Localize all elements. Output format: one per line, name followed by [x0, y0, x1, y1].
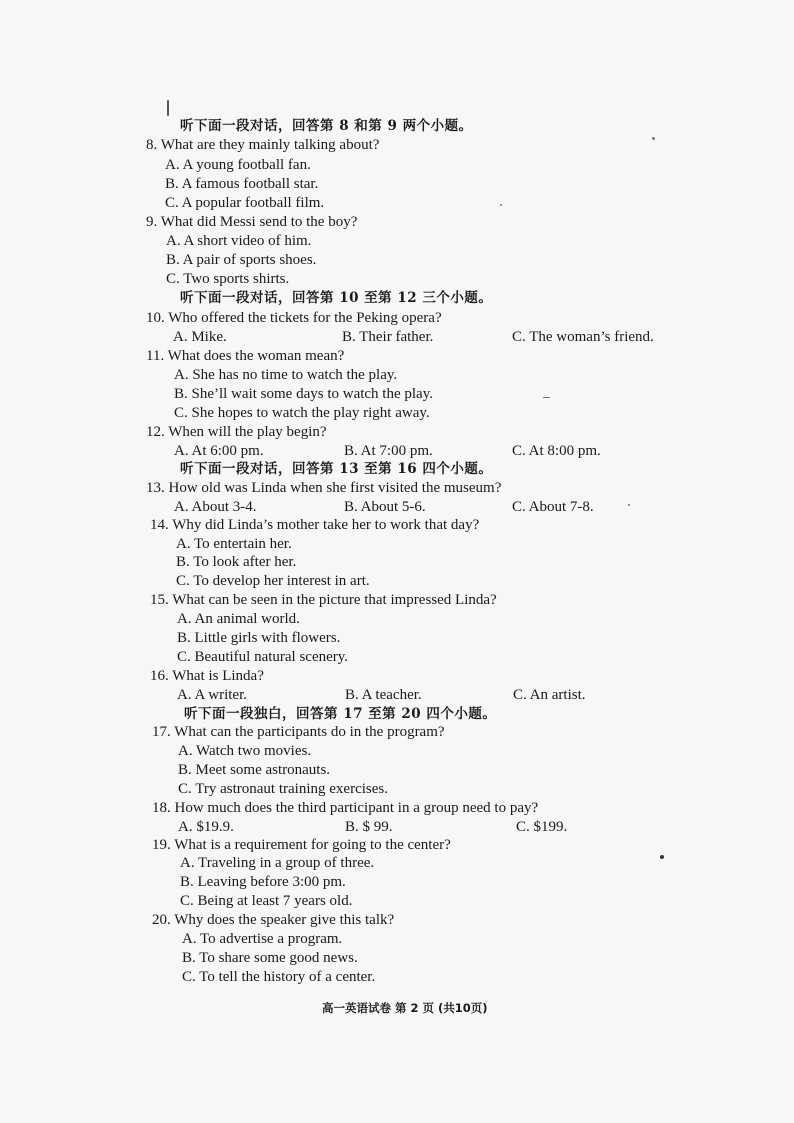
q15-option-a: A. An animal world. [177, 611, 300, 627]
q20-option-b: B. To share some good news. [182, 950, 358, 966]
question-15: 15. What can be seen in the picture that impressed Linda? [150, 592, 497, 608]
q19-option-b: B. Leaving before 3:00 pm. [180, 874, 346, 890]
q8-option-b: B. A famous football star. [165, 176, 319, 192]
q18-option-b: B. $ 99. [345, 819, 393, 835]
q9-option-c: C. Two sports shirts. [166, 271, 290, 287]
scan-speck [500, 204, 502, 206]
page-footer: 高一英语试卷 第 2 页 (共10页) [322, 1001, 488, 1015]
q17-option-b: B. Meet some astronauts. [178, 762, 331, 778]
question-12: 12. When will the play begin? [146, 424, 327, 440]
q14-option-c: C. To develop her interest in art. [176, 573, 370, 589]
q10-option-c: C. The woman’s friend. [512, 329, 654, 345]
q18-option-c: C. $199. [516, 819, 568, 835]
q9-option-a: A. A short video of him. [166, 233, 312, 249]
q14-option-b: B. To look after her. [176, 554, 297, 570]
q11-option-b: B. She’ll wait some days to watch the play. [174, 386, 433, 402]
scan-speck [628, 504, 630, 506]
section-heading-8-9: 听下面一段对话，回答第 8 和第 9 两个小题。 [180, 118, 473, 134]
question-16: 16. What is Linda? [150, 668, 264, 684]
q15-option-b: B. Little girls with flowers. [177, 630, 341, 646]
section-heading-13-16: 听下面一段对话，回答第 13 至第 16 四个小题。 [180, 461, 493, 477]
question-18: 18. How much does the third participant in a group need to pay? [152, 800, 539, 816]
q12-option-b: B. At 7:00 pm. [344, 443, 433, 459]
q20-option-c: C. To tell the history of a center. [182, 969, 376, 985]
q13-option-a: A. About 3-4. [174, 499, 257, 515]
q18-option-a: A. $19.9. [178, 819, 234, 835]
q19-option-a: A. Traveling in a group of three. [180, 855, 375, 871]
question-14: 14. Why did Linda’s mother take her to work that day? [150, 517, 480, 533]
scan-speck [652, 137, 655, 140]
question-8: 8. What are they mainly talking about? [146, 137, 380, 153]
section-heading-10-12: 听下面一段对话，回答第 10 至第 12 三个小题。 [180, 290, 493, 306]
q9-option-b: B. A pair of sports shoes. [166, 252, 317, 268]
q20-option-a: A. To advertise a program. [182, 931, 343, 947]
question-19: 19. What is a requirement for going to the center? [152, 837, 451, 853]
q15-option-c: C. Beautiful natural scenery. [177, 649, 349, 665]
q17-option-c: C. Try astronaut training exercises. [178, 781, 388, 797]
question-10: 10. Who offered the tickets for the Peking opera? [146, 310, 442, 326]
q13-option-b: B. About 5-6. [344, 499, 426, 515]
question-11: 11. What does the woman mean? [146, 348, 345, 364]
question-17: 17. What can the participants do in the program? [152, 724, 445, 740]
scan-speck [660, 855, 664, 859]
q16-option-a: A. A writer. [177, 687, 247, 703]
q12-option-c: C. At 8:00 pm. [512, 443, 601, 459]
q8-option-a: A. A young football fan. [165, 157, 311, 173]
question-9: 9. What did Messi send to the boy? [146, 214, 358, 230]
q19-option-c: C. Being at least 7 years old. [180, 893, 353, 909]
q16-option-c: C. An artist. [513, 687, 586, 703]
q12-option-a: A. At 6:00 pm. [174, 443, 264, 459]
question-13: 13. How old was Linda when she first visited the museum? [146, 480, 502, 496]
q14-option-a: A. To entertain her. [176, 536, 292, 552]
q10-option-b: B. Their father. [342, 329, 434, 345]
q13-option-c: C. About 7-8. [512, 499, 594, 515]
scan-mark [167, 100, 169, 116]
scan-speck [543, 397, 550, 398]
section-heading-17-20: 听下面一段独白，回答第 17 至第 20 四个小题。 [184, 706, 497, 722]
q11-option-a: A. She has no time to watch the play. [174, 367, 398, 383]
q17-option-a: A. Watch two movies. [178, 743, 312, 759]
q16-option-b: B. A teacher. [345, 687, 422, 703]
question-20: 20. Why does the speaker give this talk? [152, 912, 395, 928]
q10-option-a: A. Mike. [173, 329, 227, 345]
q8-option-c: C. A popular football film. [165, 195, 325, 211]
q11-option-c: C. She hopes to watch the play right away. [174, 405, 430, 421]
